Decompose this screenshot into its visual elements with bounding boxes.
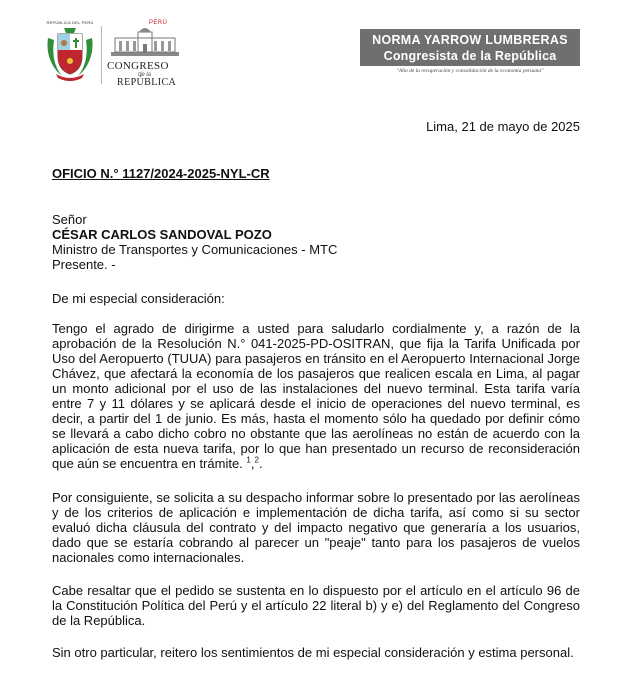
paragraph-1-text: Tengo el agrado de dirigirme a usted para saludarlo cordialmente y, a razón de la aprobación de la Resolución N.° 041-2025-PD-OSITRAN, que fija la Tarifa Unificada por Uso del Aeropuerto (TUUA) para pasajeros en tránsito en el Aeropuerto Internacional Jorge Chávez, que afectará la economía de los pasajeros que realicen escala en Lima, al pagar un monto adicional por el uso de las instalaciones del nuevo terminal. Esta tarifa varía entre 7 y 11 dólares y se aplicará desde el inicio de operaciones del nuevo terminal, es decir, a partir del 1 de junio. Es más, hasta el momento sólo ha quedado por definir cómo se llevará a cabo dicho cobro no obstante que las aerolíneas no están de acuerdo con la aplicación de esta nueva tarifa, por lo que han presentado un recurso de reconsideración que aún se encuentra en trámite. [52, 321, 580, 471]
oficio-reference: OFICIO N.° 1127/2024-2025-NYL-CR [52, 166, 270, 181]
greeting: De mi especial consideración: [52, 291, 225, 306]
congreso-de-label: de la [138, 72, 152, 78]
letter-date: Lima, 21 de mayo de 2025 [426, 119, 580, 134]
congress-building-icon [111, 26, 179, 58]
presente-line: Presente. - [52, 257, 116, 272]
footnote-separator: , [250, 456, 255, 471]
congresista-badge [360, 29, 580, 66]
paragraph-4: Sin otro particular, reitero los sentimientos de mi especial consideración y estima personal. [52, 645, 574, 660]
addressee-block [52, 212, 337, 272]
congreso-wordmark: CONGRESO [107, 60, 169, 72]
footnote-ref-2: 2 [254, 455, 259, 465]
footnote-end: . [258, 456, 263, 471]
peru-shield-logo [44, 20, 96, 87]
coat-of-arms-icon [44, 26, 96, 82]
year-motto: "Año de la recuperación y consolidación de la economía peruana" [396, 68, 544, 74]
footnote-ref-1: 1 [246, 455, 251, 465]
logo-divider [101, 26, 102, 84]
paragraph-2: Por consiguiente, se solicita a su despacho informar sobre lo presentado por las aerolíneas y de los criterios de aplicación e implementación de dicha tarifa, así como si su sector evaluó dicha cláusula del contrato y del impacto negativo que generaría a los usuarios, dado que se estaría cobrando al parecer un "peaje" tanto para los pasajeros de vuelos nacionales como internacionales. [52, 490, 580, 565]
recipient-name: CÉSAR CARLOS SANDOVAL POZO [52, 227, 272, 242]
congresista-role: Congresista de la República [383, 49, 557, 63]
recipient-position: Ministro de Transportes y Comunicaciones - MTC [52, 242, 338, 257]
peru-label: PERÚ [149, 20, 168, 26]
paragraph-1 [52, 321, 580, 471]
congreso-logo [107, 20, 183, 90]
republica-wordmark: REPÚBLICA [117, 77, 177, 88]
shield-caption: REPÚBLICA DEL PERÚ [46, 20, 94, 25]
header-logos [44, 20, 183, 90]
congresista-name: NORMA YARROW LUMBRERAS [372, 33, 568, 47]
salutation-title: Señor [52, 212, 87, 227]
paragraph-3: Cabe resaltar que el pedido se sustenta en lo dispuesto por el artículo en el artículo 96 de la Constitución Política del Perú y el artículo 22 literal b) y e) del Reglamento del Congreso de la República. [52, 583, 580, 628]
